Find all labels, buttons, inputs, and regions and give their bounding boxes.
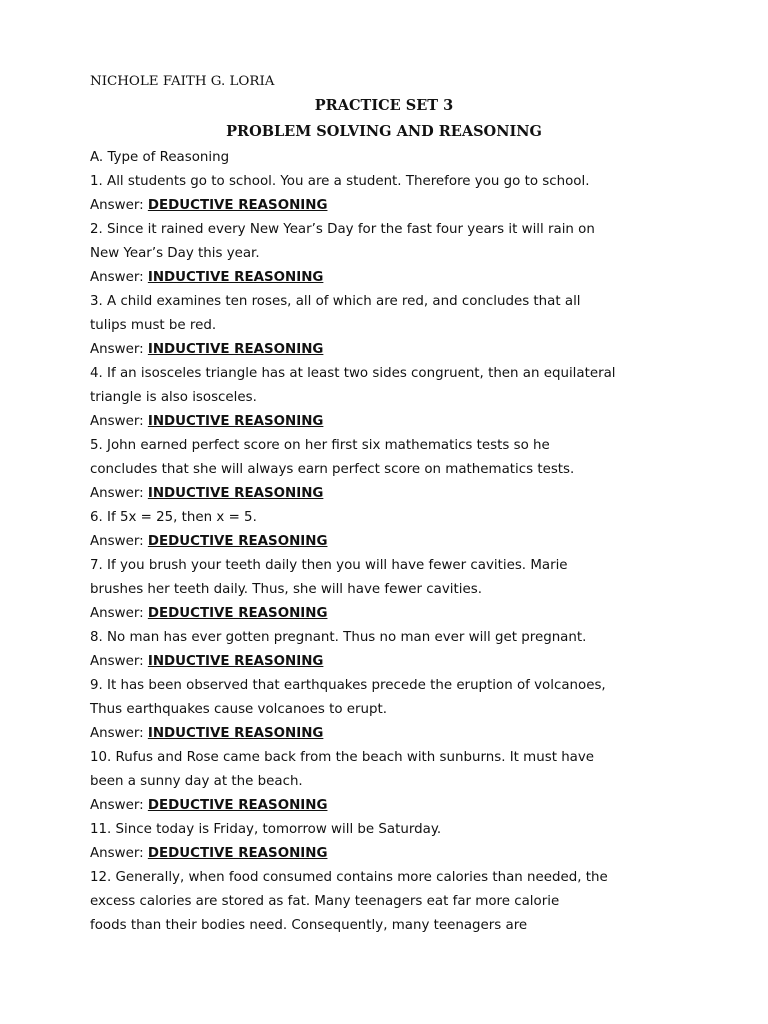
question-text: 4. If an isosceles triangle has at least two sides congruent, then an equilateral <box>90 366 616 381</box>
answer-value: INDUCTIVE REASONING <box>147 270 324 285</box>
answer-line <box>90 482 670 506</box>
question-text: 12. Generally, when food consumed contains more calories than needed, the <box>90 870 608 885</box>
question-text: 11. Since today is Friday, tomorrow will be Saturday. <box>90 822 442 837</box>
answer-line <box>90 650 670 674</box>
answer-line <box>90 194 670 218</box>
answer-line <box>90 842 670 866</box>
answer-line <box>90 794 670 818</box>
question-text-continued: New Year’s Day this year. <box>90 246 260 261</box>
question-text-continued: excess calories are stored as fat. Many teenagers eat far more calorie <box>90 894 560 909</box>
question-text: 2. Since it rained every New Year’s Day for the fast four years it will rain on <box>90 222 595 237</box>
section-heading: A. Type of Reasoning <box>90 150 230 165</box>
answer-label: Answer: <box>90 846 148 861</box>
answer-label: Answer: <box>90 606 148 621</box>
answer-value: DEDUCTIVE REASONING <box>147 798 328 813</box>
answer-label: Answer: <box>90 270 148 285</box>
document-body <box>90 146 670 938</box>
answer-line <box>90 338 670 362</box>
answer-label: Answer: <box>90 654 148 669</box>
question-text: 1. All students go to school. You are a student. Therefore you go to school. <box>90 174 590 189</box>
question-text: 3. A child examines ten roses, all of which are red, and concludes that all <box>90 294 581 309</box>
question-text-continued: concludes that she will always earn perfect score on mathematics tests. <box>90 462 575 477</box>
answer-line <box>90 410 670 434</box>
author-name: NICHOLE FAITH G. LORIA <box>90 74 275 89</box>
answer-line <box>90 722 670 746</box>
answer-label: Answer: <box>90 414 148 429</box>
answer-line <box>90 530 670 554</box>
answer-value: INDUCTIVE REASONING <box>147 654 324 669</box>
question-text: 7. If you brush your teeth daily then you will have fewer cavities. Marie <box>90 558 568 573</box>
question-text-continued: foods than their bodies need. Consequently, many teenagers are <box>90 918 528 933</box>
question-text-continued: triangle is also isosceles. <box>90 390 257 405</box>
question-text: 9. It has been observed that earthquakes precede the eruption of volcanoes, <box>90 678 606 693</box>
answer-value: INDUCTIVE REASONING <box>147 486 324 501</box>
answer-label: Answer: <box>90 486 148 501</box>
question-text-continued: been a sunny day at the beach. <box>90 774 303 789</box>
answer-value: DEDUCTIVE REASONING <box>147 198 328 213</box>
question-text: 5. John earned perfect score on her first six mathematics tests so he <box>90 438 550 453</box>
answer-label: Answer: <box>90 342 148 357</box>
answer-line <box>90 266 670 290</box>
answer-value: DEDUCTIVE REASONING <box>147 846 328 861</box>
document-subtitle: PROBLEM SOLVING AND REASONING <box>226 123 542 140</box>
question-text-continued: Thus earthquakes cause volcanoes to erupt. <box>90 702 388 717</box>
answer-label: Answer: <box>90 726 148 741</box>
answer-label: Answer: <box>90 198 148 213</box>
question-text-continued: brushes her teeth daily. Thus, she will have fewer cavities. <box>90 582 482 597</box>
question-text: 6. If 5x = 25, then x = 5. <box>90 510 257 525</box>
answer-line <box>90 602 670 626</box>
answer-value: DEDUCTIVE REASONING <box>147 534 328 549</box>
question-text: 8. No man has ever gotten pregnant. Thus no man ever will get pregnant. <box>90 630 587 645</box>
answer-label: Answer: <box>90 534 148 549</box>
answer-label: Answer: <box>90 798 148 813</box>
answer-value: DEDUCTIVE REASONING <box>147 606 328 621</box>
question-text-continued: tulips must be red. <box>90 318 217 333</box>
document-title: PRACTICE SET 3 <box>314 97 454 114</box>
answer-value: INDUCTIVE REASONING <box>147 726 324 741</box>
question-text: 10. Rufus and Rose came back from the beach with sunburns. It must have <box>90 750 595 765</box>
answer-value: INDUCTIVE REASONING <box>147 414 324 429</box>
answer-value: INDUCTIVE REASONING <box>147 342 324 357</box>
